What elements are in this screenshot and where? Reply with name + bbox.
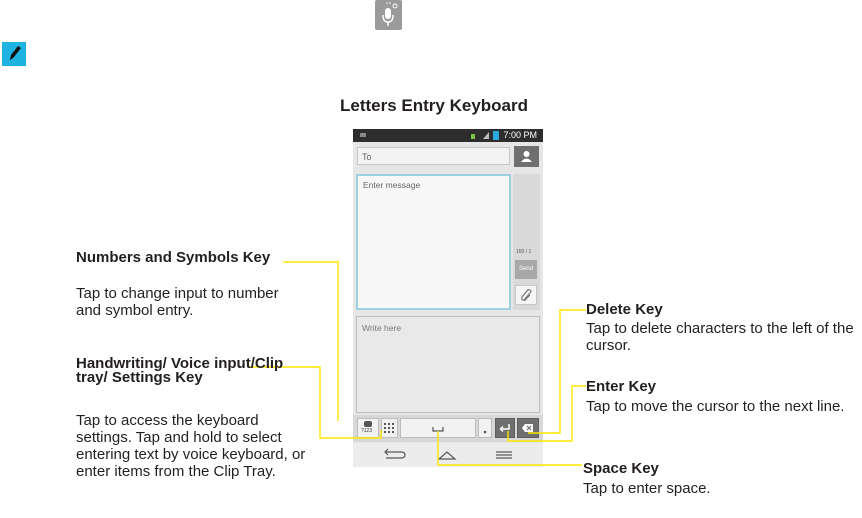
delete-line xyxy=(528,310,586,433)
numbers-symbols-key-label: ?123 xyxy=(361,428,373,434)
handwriting-title: Handwriting/ Voice input/Clip tray/ Settings Key xyxy=(76,355,284,386)
figure-heading: Letters Entry Keyboard xyxy=(340,96,528,115)
message-field[interactable]: Enter message xyxy=(356,174,511,310)
handwriting-area[interactable]: Write here xyxy=(356,316,540,413)
character-counter: 160 / 1 xyxy=(516,249,532,255)
numbers-symbols-title: Numbers and Symbols Key xyxy=(76,249,271,266)
space-line xyxy=(438,431,582,465)
space-title: Space Key xyxy=(583,460,659,477)
to-field[interactable]: To xyxy=(357,147,510,165)
space-description: Tap to enter space. xyxy=(583,480,711,497)
handwriting-description: Tap to access the keyboard settings. Tap and hold to select entering text by voice keyboard, or enter items from the Clip Tray. xyxy=(76,412,306,480)
enter-description: Tap to move the cursor to the next line. xyxy=(586,398,845,415)
delete-description: Tap to delete characters to the left of the cursor. xyxy=(586,320,854,354)
delete-title: Delete Key xyxy=(586,301,663,318)
send-button[interactable]: Send xyxy=(515,260,537,279)
numbers-symbols-description: Tap to change input to number and symbol entry. xyxy=(76,285,279,319)
enter-title: Enter Key xyxy=(586,378,657,395)
status-time: 7:00 PM xyxy=(503,130,537,140)
